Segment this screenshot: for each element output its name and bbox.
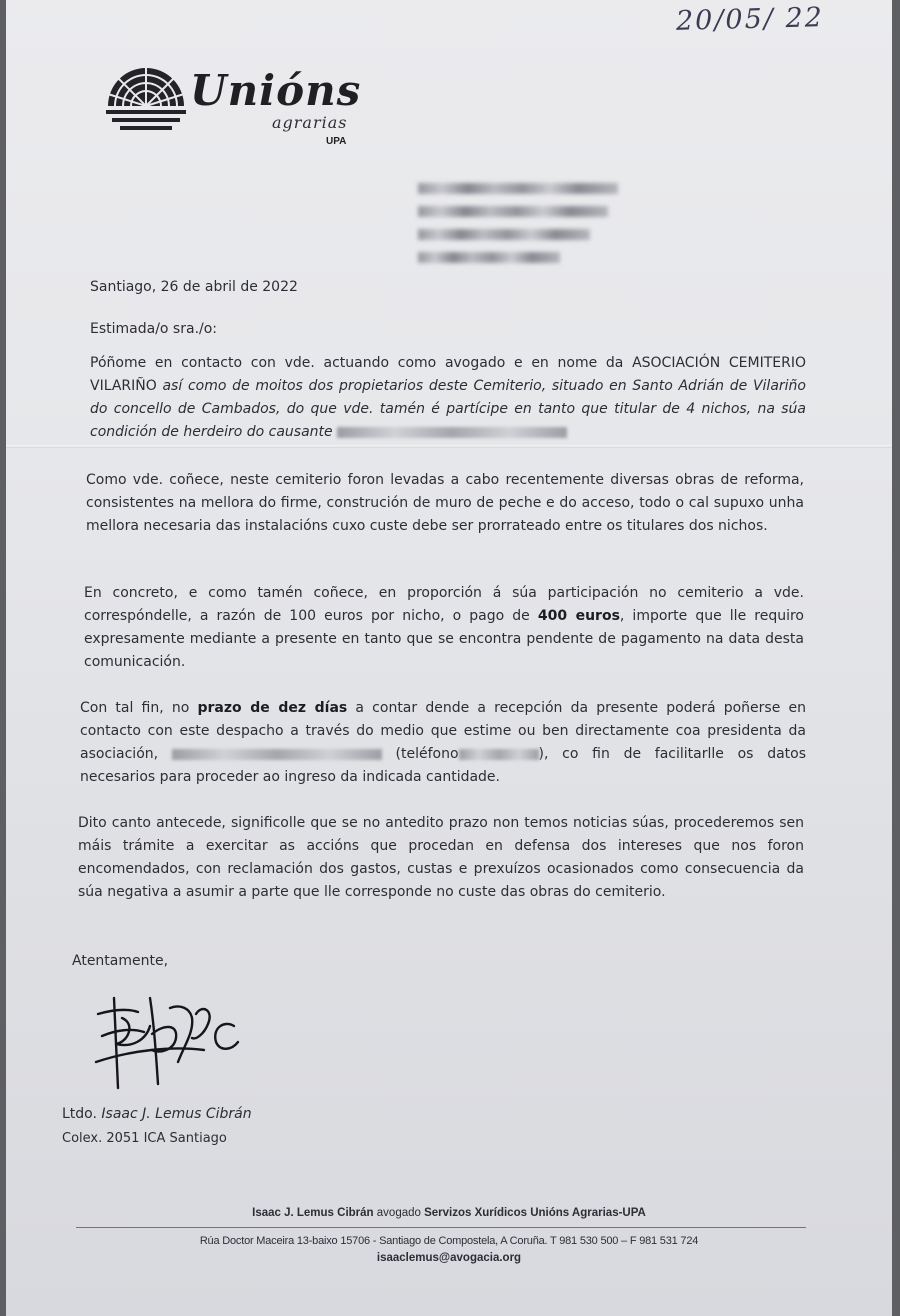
handwritten-date: 20/05/ 22 xyxy=(675,2,825,37)
footer-lawyer-name: Isaac J. Lemus Cibrán xyxy=(252,1207,374,1219)
redacted-president-name xyxy=(172,749,382,760)
p3-text-c: , importe que lle requiro expresamente mediante a presente en tanto que se encontra pendente de pagamento na data desta comunicación. xyxy=(84,608,804,670)
footer-address: Rúa Doctor Maceira 13-baixo 15706 - Santiago de Compostela, A Coruña. T 981 530 500 – F 981 531 724 xyxy=(199,1235,699,1247)
letter-page xyxy=(6,0,892,1316)
paragraph-works: Como vde. coñece, neste cemiterio foron levadas a cabo recentemente diversas obras de reforma, consistentes na mellora do firme, construción de muro de peche e do acceso, todo o cal supuxo unha mellora necesaria das instalacións cuxo custe debe ser prorrateado entre os titulares dos nichos. xyxy=(86,472,804,534)
paragraph-deadline xyxy=(80,697,806,789)
closing: Atentamente, xyxy=(72,953,169,969)
recipient-address-redacted xyxy=(418,183,628,275)
signer-colex: Colex. 2051 ICA Santiago xyxy=(62,1131,227,1146)
paragraph-intro xyxy=(90,352,806,444)
amount-due: 400 euros xyxy=(537,608,620,624)
handwritten-signature xyxy=(92,984,252,1094)
greeting: Estimada/o sra./o: xyxy=(90,321,218,337)
signer-line xyxy=(62,1103,252,1126)
paragraph-warning: Dito canto antecede, significolle que se no antedito prazo non temos noticias súas, procederemos sen máis trámite a exercitar as accións que procedan en defensa dos intereses que nos foron encomendados, con reclamación dos gastos, custas e prexuízos ocasionados como consecuencia da súa negativa a asumir a parte que lle corresponde no custe das obras do cemiterio. xyxy=(78,815,804,900)
logo-wordmark: Unións xyxy=(190,66,362,115)
place-date: Santiago, 26 de abril de 2022 xyxy=(90,279,298,295)
p4-text-d: (teléfono xyxy=(381,746,459,762)
deadline: prazo de dez días xyxy=(197,700,348,716)
p4-text-a: Con tal fin, no xyxy=(80,700,198,716)
association-name: ASOCIACIÓN CEMITERIO VILARIÑO xyxy=(90,355,806,394)
footer-divider xyxy=(76,1227,806,1228)
signer-prefix: Ltdo. xyxy=(62,1106,102,1122)
signer-name: Isaac J. Lemus Cibrán xyxy=(101,1106,252,1122)
p4-text-e: ), co fin de facilitarlle os datos necesarios para proceder ao ingreso da indicada cantidade. xyxy=(80,746,807,785)
redacted-phone xyxy=(459,749,539,760)
p1-text-c: así como de moitos dos propietarios deste Cemiterio, situado en Santo Adrián de Vilariño do concello de Cambados, do que vde. tamén é partícipe en tanto que titular de 4 nichos, na súa condición de herdeiro do causante xyxy=(90,378,806,440)
logo-upa: UPA xyxy=(326,136,347,147)
paragraph-amount xyxy=(84,582,804,674)
footer-names xyxy=(6,1207,892,1219)
footer-email: isaaclemus@avogacia.org xyxy=(376,1252,522,1264)
footer-role: avogado xyxy=(373,1207,425,1219)
sun-emblem-icon xyxy=(104,62,188,134)
p1-text-a: Póñome en contacto con vde. actuando como avogado e en nome da xyxy=(90,355,633,371)
p3-text-a: En concreto, e como tamén coñece, en proporción á súa participación no cemiterio a vde. correspóndelle, a razón de 100 euros por nicho, o pago de xyxy=(84,585,804,624)
logo-subtitle: agrarias xyxy=(272,113,348,132)
fold-crease xyxy=(6,445,892,448)
redacted-name xyxy=(337,427,567,438)
p4-text-c: a contar dende a recepción da presente poderá poñerse en contacto con este despacho a través do medio que estime ou ben directamente coa presidenta da asociación, xyxy=(80,700,806,762)
unions-agrarias-logo xyxy=(104,58,384,158)
footer-organization: Servizos Xurídicos Unións Agrarias-UPA xyxy=(424,1207,646,1219)
